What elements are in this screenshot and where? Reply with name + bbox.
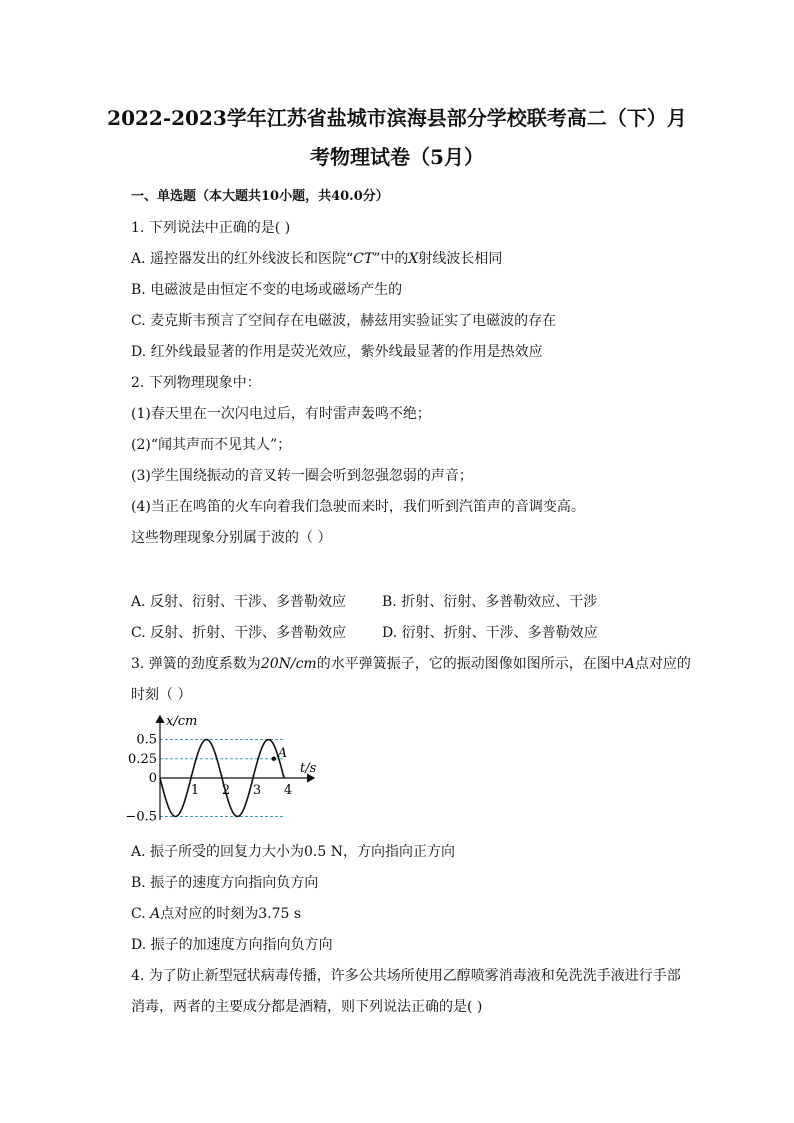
x-tick-label: 3 bbox=[252, 783, 262, 798]
q3-option-c: C. A点对应的时刻为3.75 s bbox=[131, 906, 302, 922]
q1-option-a: A. 遥控器发出的红外线波长和医院“CT”中的X射线波长相同 bbox=[131, 251, 503, 267]
q3-option-b: B. 振子的速度方向指向负方向 bbox=[131, 875, 319, 891]
q2-phenomenon-4: (4)当正在鸣笛的火车向着我们急驶而来时，我们听到汽笛声的音调变高。 bbox=[131, 499, 585, 515]
q2-option-a: A. 反射、衍射、干涉、多普勒效应 bbox=[131, 594, 347, 610]
q2-options-row1 bbox=[131, 592, 346, 612]
x-tick-label: 2 bbox=[221, 783, 231, 798]
point-a-label: A bbox=[277, 745, 288, 761]
q2-option-d: D. 衍射、折射、干涉、多普勒效应 bbox=[382, 625, 598, 641]
y-tick-label: 0 bbox=[148, 771, 157, 786]
q3-option-d: D. 振子的加速度方向指向负方向 bbox=[131, 937, 333, 953]
q2-phenomenon-3: (3)学生围绕振动的音叉转一圈会听到忽强忽弱的声音； bbox=[131, 468, 473, 484]
q2-option-b: B. 折射、衍射、多普勒效应、干涉 bbox=[382, 594, 598, 610]
point-a-marker bbox=[272, 757, 276, 761]
q2-phenomenon-1: (1)春天里在一次闪电过后，有时雷声轰鸣不绝； bbox=[131, 406, 431, 422]
y-tick-label: −0.5 bbox=[125, 809, 157, 825]
q2-option-c: C. 反射、折射、干涉、多普勒效应 bbox=[131, 625, 347, 641]
q1-option-c: C. 麦克斯韦预言了空间存在电磁波，赫兹用实验证实了电磁波的存在 bbox=[131, 313, 557, 329]
q4-stem-line1: 4. 为了防止新型冠状病毒传播，许多公共场所使用乙醇喷雾消毒液和免洗洗手液进行手部 bbox=[131, 968, 681, 984]
q2-question: 这些物理现象分别属于波的（ ） bbox=[131, 530, 332, 546]
x-axis-label: t/s bbox=[300, 761, 317, 776]
q1-option-d: D. 红外线最显著的作用是荧光效应，紫外线最显著的作用是热效应 bbox=[131, 344, 543, 360]
q3-option-a: A. 振子所受的回复力大小为0.5 N，方向指向正方向 bbox=[131, 844, 455, 860]
q4-stem-line2: 消毒，两者的主要成分都是酒精，则下列说法正确的是( ) bbox=[131, 999, 483, 1015]
q1-stem: 1. 下列说法中正确的是( ) bbox=[131, 220, 291, 236]
section-heading-single-choice: 一、单选题（本大题共10小题，共40.0分） bbox=[131, 189, 389, 204]
exam-title-line2: 考物理试卷（5月） bbox=[310, 145, 484, 169]
q2-stem: 2. 下列物理现象中： bbox=[131, 375, 261, 391]
exam-title-line1: 2022-2023学年江苏省盐城市滨海县部分学校联考高二（下）月 bbox=[107, 106, 687, 130]
q3-stem: 3. 弹簧的劲度系数为20N/cm的水平弹簧振子，它的振动图像如图所示，在图中A点对应的 bbox=[131, 656, 691, 672]
q1-option-b: B. 电磁波是由恒定不变的电场或磁场产生的 bbox=[131, 282, 403, 298]
y-tick-label: 0.5 bbox=[136, 732, 157, 748]
vibration-graph bbox=[125, 712, 324, 825]
y-tick-label: 0.25 bbox=[128, 751, 157, 767]
q2-phenomenon-2: (2)“闻其声而不见其人”； bbox=[131, 437, 292, 453]
q3-stem-line2: 时刻（ ） bbox=[131, 687, 192, 703]
x-tick-label: 4 bbox=[283, 783, 293, 798]
y-axis-label: x/cm bbox=[166, 714, 198, 729]
x-tick-label: 1 bbox=[190, 783, 200, 798]
